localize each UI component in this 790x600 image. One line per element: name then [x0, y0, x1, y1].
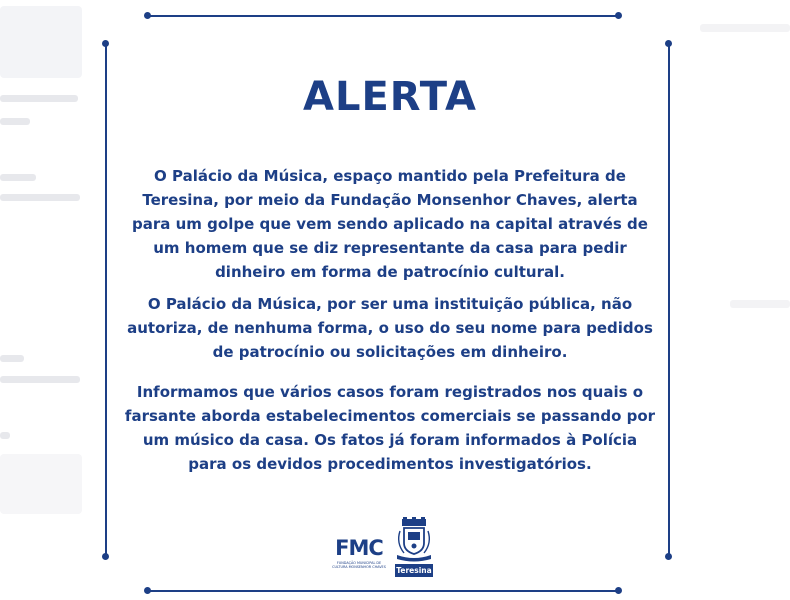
background-text-line — [0, 355, 24, 362]
teresina-logo — [392, 517, 436, 579]
background-text-line — [0, 95, 78, 102]
frame-bottom-rule — [148, 590, 618, 592]
background-text-line — [0, 376, 80, 383]
frame-right-rule — [668, 44, 670, 556]
background-text-line — [0, 194, 80, 201]
frame-dot — [665, 40, 672, 47]
frame-dot — [144, 587, 151, 594]
frame-dot — [665, 553, 672, 560]
background-card — [0, 454, 82, 514]
fmc-logo-word: FMC — [335, 536, 383, 560]
frame-dot — [102, 553, 109, 560]
frame-dot — [102, 40, 109, 47]
background-page-left — [0, 0, 90, 600]
background-card — [0, 6, 82, 78]
fmc-logo-subtitle: FUNDAÇÃO MUNICIPAL DE CULTURA MONSENHOR CHAVES — [332, 561, 386, 569]
background-text-line — [0, 432, 10, 439]
fmc-logo — [332, 537, 386, 571]
frame-dot — [144, 12, 151, 19]
alert-title: ALERTA — [303, 74, 477, 120]
background-text-line — [0, 174, 36, 181]
frame-dot — [615, 587, 622, 594]
alert-paragraph: O Palácio da Música, espaço mantido pela Prefeitura de Teresina, por meio da Fundação Monsenhor Chaves, alerta para um golpe que vem sendo aplicado na capital através de um homem que se diz representante da casa para pedir dinheiro em forma de patrocínio cultural. — [132, 167, 648, 281]
coat-of-arms-icon — [392, 517, 436, 563]
alert-paragraph: O Palácio da Música, por ser uma instituição pública, não autoriza, de nenhuma forma, o uso do seu nome para pedidos de patrocínio ou solicitações em dinheiro. — [127, 295, 653, 361]
frame-dot — [615, 12, 622, 19]
background-text-line — [730, 300, 790, 308]
frame-left-rule — [105, 44, 107, 556]
background-text-line — [700, 24, 790, 32]
teresina-badge: Teresina — [396, 566, 432, 575]
alert-paragraph: Informamos que vários casos foram registrados nos quais o farsante aborda estabelecimentos comerciais se passando por um músico da casa. Os fatos já foram informados à Polícia para os devidos procedimentos investigatórios. — [124, 383, 656, 473]
frame-top-rule — [148, 15, 618, 17]
background-text-line — [0, 118, 30, 125]
background-page-right — [680, 0, 790, 600]
